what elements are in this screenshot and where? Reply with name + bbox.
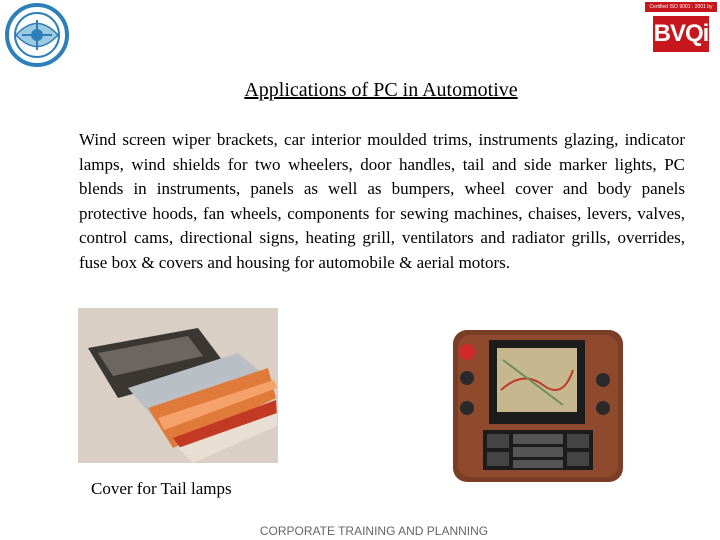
- certification-text: Certified ISO 9001 : 2001 by: [645, 2, 717, 12]
- tail-lamp-cover-photo: [78, 308, 278, 463]
- car-dashboard-console-photo: [453, 330, 623, 482]
- cipet-logo: [2, 2, 72, 68]
- bvqi-brand-mark: BVQi: [653, 16, 709, 52]
- applications-paragraph: Wind screen wiper brackets, car interior moulded trims, instruments glazing, indicator lamps, wind shields for two wheelers, door handles, tail and side marker lights, PC blends in instruments, panels as well as bumpers, wheel cover and body panels protective hoods, fan wheels, components for sewing machines, chaises, levers, valves, control cams, directional signs, heating grill, ventilators and radiator grills, overrides, fuse box & covers and housing for automobile & aerial motors.: [79, 130, 685, 272]
- bvqi-logo: [645, 2, 717, 54]
- tail-lamp-illustration: [78, 308, 278, 463]
- page-title: Applications of PC in Automotive: [244, 79, 518, 101]
- footer-text: CORPORATE TRAINING AND PLANNING: [259, 524, 489, 538]
- dashboard-console-illustration: [453, 330, 623, 482]
- cipet-emblem-icon: [2, 2, 72, 68]
- tail-lamp-caption: Cover for Tail lamps: [91, 479, 232, 498]
